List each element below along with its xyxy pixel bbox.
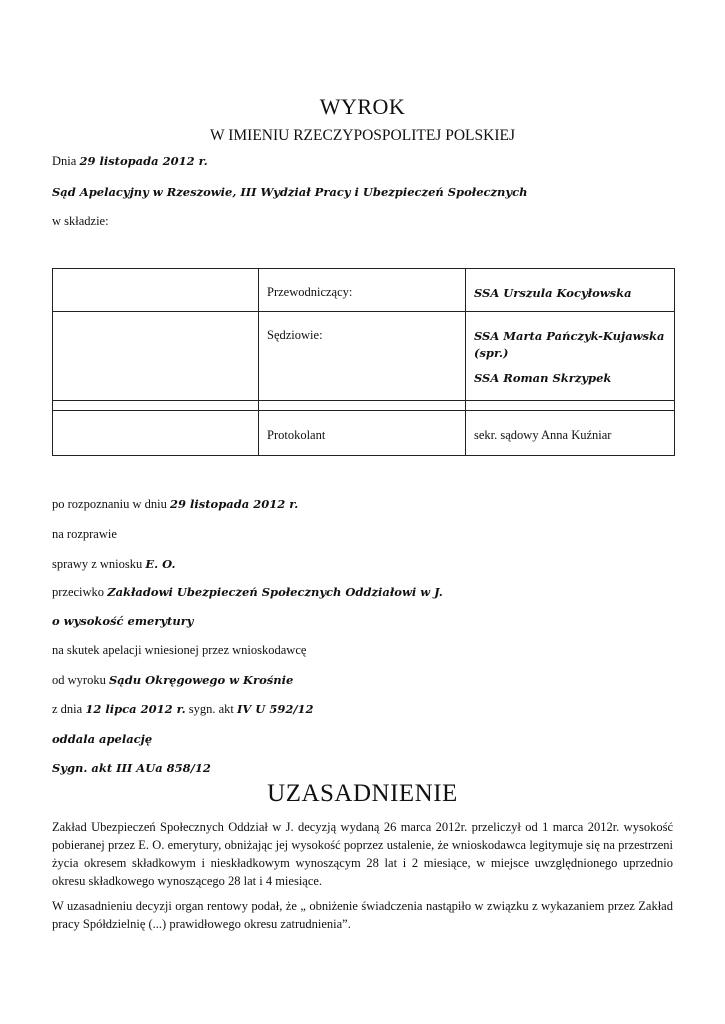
panel-row-chair — [53, 269, 675, 312]
document-title: WYROK — [319, 94, 406, 119]
heard-line — [52, 497, 298, 512]
date-value: 29 listopada 2012 r. — [79, 154, 208, 168]
heard-prefix: po rozpoznaniu w dniu — [52, 497, 167, 511]
judgment-date-line — [52, 702, 314, 717]
lower-court-name: Sądu Okręgowego w Krośnie — [108, 673, 294, 687]
justification-paragraph-2: W uzasadnieniu decyzji organ rentowy podał, że „ obniżenie świadczenia nastąpiło w związku z wykazaniem przez Zakład pracy Spółdzielnię (...) prawidłowego okresu zatrudnienia”. — [52, 899, 673, 931]
heard-date: 29 listopada 2012 r. — [170, 497, 299, 511]
judges-label: Sędziowie: — [267, 328, 323, 342]
justification-heading: UZASADNIENIE — [267, 780, 458, 807]
from-judgment-line — [52, 673, 293, 688]
document-subtitle: W IMIENIU RZECZYPOSPOLITEJ POLSKIEJ — [210, 127, 515, 144]
case-reference: Sygn. akt III AUa 858/12 — [52, 761, 211, 775]
against-line — [52, 585, 443, 600]
case-subject: o wysokość emerytury — [52, 614, 194, 628]
case-line — [52, 557, 176, 572]
judgment-date-prefix: z dnia — [52, 702, 83, 716]
defendant-name: Zakładowi Ubezpieczeń Społecznych Oddziałowi w J. — [107, 585, 443, 599]
panel-row-spacer — [53, 401, 675, 411]
date-line — [52, 154, 208, 169]
panel-row-clerk — [53, 411, 675, 456]
justification-paragraph-1: Zakład Ubezpieczeń Społecznych Oddział w J. decyzją wydaną 26 marca 2012r. przeliczył od 1 marca 2012r. wysokość pobieranej przez E. O. emerytury, obniżając jej wysokość poprzez ustalenie, że wnioskodawca legitymuje się na przestrzeni życia okresem składkowym i nieskładkowym wynoszącym 28 lat i 2 miesiące, w miejsce uwzględnionego uprzednio okresu składkowego wynoszącego 28 lat i 4 miesiące. — [52, 820, 673, 888]
appeal-line: na skutek apelacji wniesionej przez wnioskodawcę — [52, 643, 307, 657]
from-prefix: od wyroku — [52, 673, 106, 687]
composition-label: w składzie: — [52, 214, 109, 228]
lower-case-ref: IV U 592/12 — [236, 702, 314, 716]
applicant-name: E. O. — [145, 557, 176, 571]
ruling: oddala apelację — [52, 732, 153, 746]
chair-label: Przewodniczący: — [267, 285, 353, 299]
judge-1-name: SSA Marta Pańczyk-Kujawska (spr.) — [474, 329, 665, 360]
judge-2-name: SSA Roman Skrzypek — [474, 371, 612, 385]
hearing-line: na rozprawie — [52, 527, 117, 541]
panel-row-judges — [53, 312, 675, 401]
court-name: Sąd Apelacyjny w Rzeszowie, III Wydział Pracy i Ubezpieczeń Społecznych — [52, 185, 528, 199]
clerk-name: sekr. sądowy Anna Kuźniar — [474, 428, 612, 442]
court-panel-table — [52, 268, 675, 456]
ref-prefix: sygn. akt — [188, 702, 234, 716]
case-prefix: sprawy z wniosku — [52, 557, 143, 571]
against-prefix: przeciwko — [52, 585, 105, 599]
chair-name: SSA Urszula Kocyłowska — [474, 286, 632, 300]
date-prefix: Dnia — [52, 154, 77, 168]
judgment-date: 12 lipca 2012 r. — [85, 702, 186, 716]
clerk-label: Protokolant — [267, 428, 326, 442]
